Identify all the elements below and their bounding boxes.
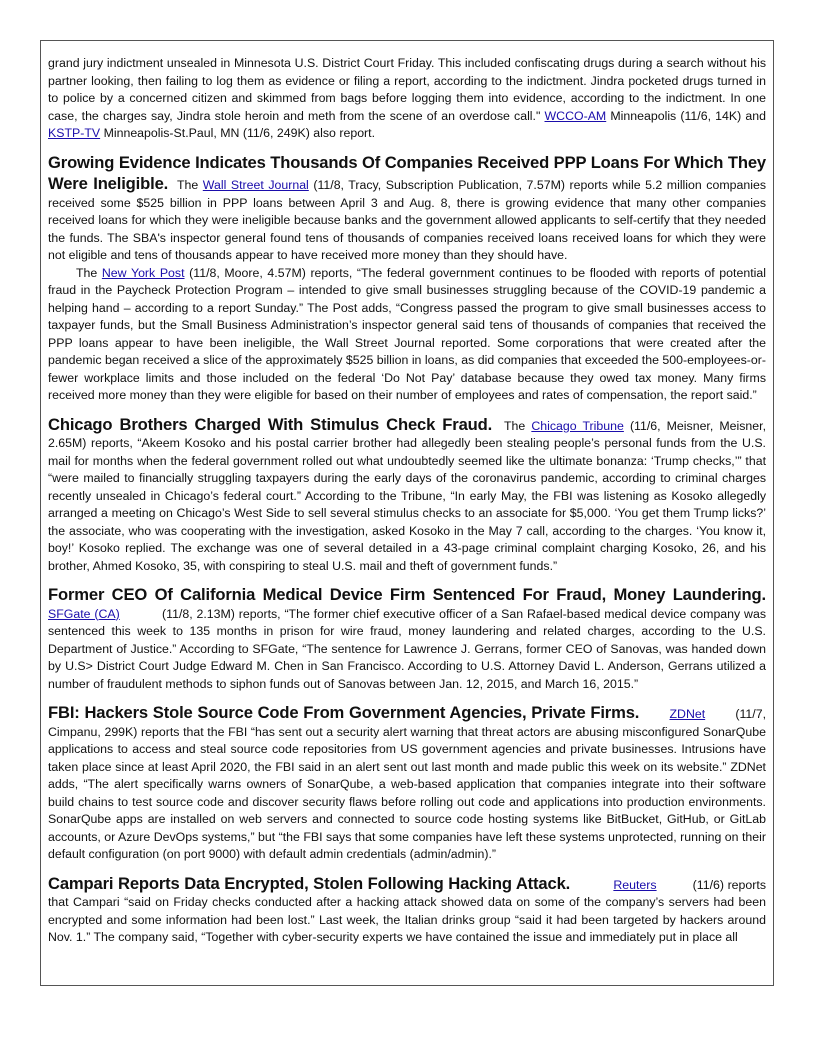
link-kstp-tv[interactable]: KSTP-TV	[48, 126, 101, 140]
link-sfgate[interactable]: SFGate (CA)	[48, 606, 120, 621]
document-body	[48, 55, 766, 947]
paragraph-jindra: grand jury indictment unsealed in Minnesota U.S. District Court Friday. This included confiscating drugs during a search without his partner looking, then failing to log them as evidence or filing a report, according to the indictment. Jindra pocketed drugs turned in to police by a concerned citizen and skimmed from bags before logging them into evidence, according to the indictment. In one case, the charges say, Jindra stole heroin and meth from the scene of an overdose call." WCCO-AM Minneapolis (11/6, 14K) and KSTP-TV Minneapolis-St.Paul, MN (11/6, 249K) also report.	[48, 56, 766, 140]
article-fbi-hackers: FBI: Hackers Stole Source Code From Government Agencies, Private Firms. ZDNet (11/7, Cimpanu, 299K) reports that the FBI “has sent out a security alert warning that threat actors are abusing misconfigured SonarQube applications to access and steal source code repositories from US government agencies and private businesses. Intrusions have taken place since at least April 2020, the FBI said in an alert sent out last month and made public this week on its website.” ZDNet adds, “The alert specifically warns owners of SonarQube, a web-based application that companies integrate into their software build chains to test source code and discover security flaws before rolling out code and applications into production environments. SonarQube apps are installed on web servers and connected to source code hosting systems like BitBucket, GitHub, or GitLab accounts, or Azure DevOps systems,” but “the FBI says that some companies have left these systems unprotected, running on their default configuration (on port 9000) with default admin credentials (admin/admin).”	[48, 703, 767, 861]
article-campari: Campari Reports Data Encrypted, Stolen Following Hacking Attack. Reuters (11/6) reports that Campari “said on Friday checks conducted after a hacking attack showed data on some of the company’s servers had been encrypted and some information had been lost.” Last week, the Italian drinks group “said it had been targeted by hackers around Nov. 1.” The company said, “Together with cyber-security experts we have contained the issue and immediately put in place all	[48, 873, 766, 944]
paragraph-new-york-post: The New York Post (11/8, Moore, 4.57M) reports, “The federal government continues to be flooded with reports of potential fraud in the Paycheck Protection Program – intended to give small businesses struggling because of the COVID-19 pandemic a helping hand – according to a report Sunday.” The Post adds, “Congress passed the program to give small businesses access to taxpayer funds, but the Small Business Administration’s inspector general said tens of thousands of companies that received the PPP loans appear to have been ineligible, the Wall Street Journal reported. Some corporations that were created after the pandemic began received a slice of the approximately $525 billion in loans, as did companies that exceeded the 500-employees-or-fewer workplace limits and those included on the federal ‘Do Not Pay’ database because they owed tax money. Many firms received more money than they were eligible for based on their number of employees and rates of compensation, the report said.”	[48, 265, 766, 402]
link-reuters[interactable]: Reuters	[613, 877, 657, 892]
headline-former-ceo: Former CEO Of California Medical Device Firm Sentenced For Fraud, Money Laundering.	[48, 585, 766, 604]
link-chicago-tribune[interactable]: Chicago Tribune	[531, 418, 624, 433]
link-new-york-post[interactable]: New York Post	[101, 265, 185, 280]
article-chicago-brothers: Chicago Brothers Charged With Stimulus Check Fraud. The Chicago Tribune (11/6, Meisner, Meisner, 2.65M) reports, “Akeem Kosoko and his postal carrier brother had allegedly been stealing people’s personal funds from the U.S. mail for months when the federal government rolled out what undoubtedly seemed like the ultimate bonanza: ‘Trump checks,’” that “were mailed to financially struggling taxpayers during the early days of the coronavirus pandemic, according to criminal charges recently unsealed in Chicago’s federal court.” According to the Tribune, “In early May, the FBI was listening as Kosoko allegedly arranged a meeting on Chicago’s West Side to sell several stimulus checks to an associate for $5,000. ‘You get them Trump licks?’ the associate, who was cooperating with the investigation, asked Kosoko in the May 7 call, according to the charges. ‘You know it, boy!’ Kosoko replied. The exchange was one of several detailed in a 43-page criminal complaint charging Kosoko, 26, and his brother, Ahmed Kosoko, 35, with conspiring to steal U.S. mail and theft of government funds.”	[48, 414, 767, 573]
headline-ppp-loans: Growing Evidence Indicates Thousands Of Companies Received PPP Loans For Which They Were Ineligible.	[48, 152, 766, 193]
headline-fbi-hackers: FBI: Hackers Stole Source Code From Government Agencies, Private Firms.	[48, 703, 640, 722]
link-wall-street-journal[interactable]: Wall Street Journal	[202, 178, 309, 192]
link-zdnet[interactable]: ZDNet	[669, 707, 706, 721]
link-wcco-am[interactable]: WCCO-AM	[544, 108, 607, 123]
article-former-ceo: Former CEO Of California Medical Device Firm Sentenced For Fraud, Money Laundering. SFGate (CA) (11/8, 2.13M) reports, “The former chief executive officer of a San Rafael-based medical device company was sentenced this week to 135 months in prison for wire fraud, money laundering and related charges, according to the U.S. Department of Justice.” According to SFGate, “The sentence for Lawrence J. Gerrans, former CEO of Sanovas, was handed down by U.S> District Court Judge Edward M. Chen in San Francisco. According to U.S. Attorney David L. Anderson, Gerrans utilized a number of fraudulent methods to siphon funds out of Sanovas between Jan. 12, 2015, and March 16, 2015.”	[48, 585, 766, 691]
headline-campari: Campari Reports Data Encrypted, Stolen Following Hacking Attack.	[48, 873, 571, 893]
article-ppp-loans: Growing Evidence Indicates Thousands Of Companies Received PPP Loans For Which They Were Ineligible. The Wall Street Journal (11/8, Tracy, Subscription Publication, 7.57M) reports while 5.2 million companies received some $525 billion in PPP loans between April 3 and Aug. 8, there is growing evidence that many other companies received loans for which they were ineligible because banks and the government allowed applicants to self-certify that they needed the funds. The SBA's inspector general found tens of thousands of companies received loans received loans for which they were not eligible and tens of thousands appear to have received more money than they should have.	[48, 152, 766, 262]
headline-chicago-brothers: Chicago Brothers Charged With Stimulus Check Fraud.	[48, 414, 493, 434]
